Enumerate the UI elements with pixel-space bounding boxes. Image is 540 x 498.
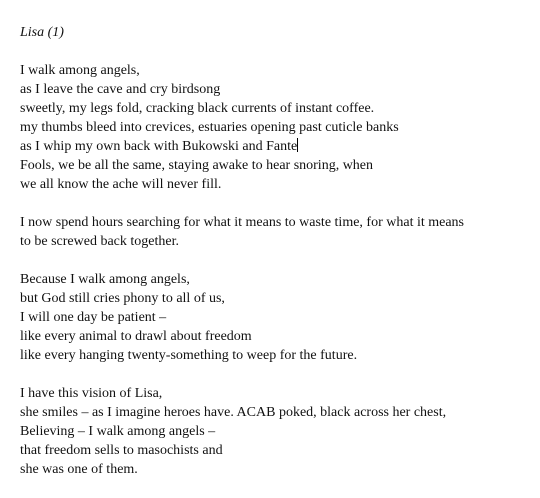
poem-line: Believing – I walk among angels – bbox=[20, 424, 216, 439]
poem-line: as I whip my own back with Bukowski and Fante bbox=[20, 139, 298, 154]
poem-line: to be screwed back together. bbox=[20, 234, 179, 249]
stanza-2 bbox=[20, 213, 535, 251]
poem-line: my thumbs bleed into crevices, estuaries opening past cuticle banks bbox=[20, 120, 399, 135]
poem-line: as I leave the cave and cry birdsong bbox=[20, 82, 221, 97]
poem-line-with-caret bbox=[20, 137, 535, 156]
stanza-4 bbox=[20, 384, 535, 479]
text-caret bbox=[297, 138, 298, 152]
poem-line: she was one of them. bbox=[20, 462, 138, 477]
poem-line: Fools, we be all the same, staying awake to hear snoring, when bbox=[20, 158, 374, 173]
poem-line: I now spend hours searching for what it means to waste time, for what it means bbox=[20, 215, 465, 230]
poem-line: I will one day be patient – bbox=[20, 310, 167, 325]
stanza-3 bbox=[20, 270, 535, 365]
poem-line: we all know the ache will never fill. bbox=[20, 177, 222, 192]
poem-line: like every hanging twenty-something to weep for the future. bbox=[20, 348, 358, 363]
poem-line: like every animal to drawl about freedom bbox=[20, 329, 252, 344]
poem-line: I walk among angels, bbox=[20, 63, 140, 78]
poem-line: I have this vision of Lisa, bbox=[20, 386, 163, 401]
stanza-1 bbox=[20, 61, 535, 194]
poem-line: that freedom sells to masochists and bbox=[20, 443, 223, 458]
poem-line: Because I walk among angels, bbox=[20, 272, 190, 287]
poem-title: Lisa (1) bbox=[20, 25, 64, 40]
poem-line: she smiles – as I imagine heroes have. ACAB poked, black across her chest, bbox=[20, 405, 447, 420]
poem-line: but God still cries phony to all of us, bbox=[20, 291, 225, 306]
poem-line: sweetly, my legs fold, cracking black currents of instant coffee. bbox=[20, 101, 375, 116]
document-body[interactable] bbox=[20, 23, 535, 498]
